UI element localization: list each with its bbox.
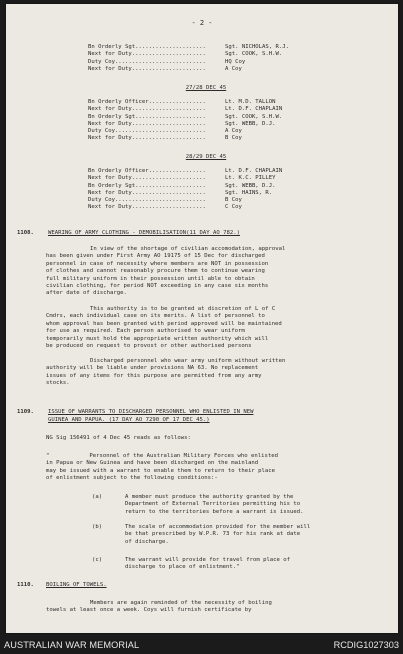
paragraph-1108-2: This authority is to be granted at discretion of L of C Cmdrs, each individual case on its merits. A list of personnel to whom approval has been granted with period approved will be maintained for use as required. Each person authorised to wear uniform temporarily must hold the appropriate written authority which will be produced on request to provost or other authorised persons [46,306,282,349]
footer-bar [0,635,403,654]
duty-row: Next for Duty...................... Sgt. WEBB, D.J. [88,120,276,127]
item-heading-1110: BOILING OF TOWELS. [46,582,107,588]
page-number: - 2 - [191,19,213,27]
duty-row: Next for Duty...................... B Coy [88,135,242,142]
item-number-1110: 1110. [17,582,34,588]
duty-row: Bn Orderly Officer................. Lt. M.D. TALLON [88,99,276,105]
duty-row: Next for Duty...................... Sgt. COOK, S.H.W. [88,51,283,58]
date-heading-27: 27/28 DEC 45 [185,85,227,91]
duty-roster-block-3 [88,168,282,212]
duty-row: Next for Duty...................... Lt. D.F. CHAPLAIN [88,106,283,113]
duty-row: Next for Duty...................... Lt. K.C. PILLEY [88,175,276,182]
duty-row: Bn Orderly Sgt..................... Sgt. NICHOLAS, R.J. [88,44,289,50]
duty-row: Bn Orderly Officer................. Lt. D.F. CHAPLAIN [88,168,283,174]
item-heading-1109-line1: ISSUE OF WARRANTS TO DISCHARGED PERSONNEL WHO ENLISTED IN NEW [48,409,254,415]
duty-row: Duty Coy........................... A Coy [88,128,242,135]
duty-row: Duty Coy........................... HQ Coy [88,58,246,65]
duty-roster-block-1 [88,44,289,73]
date-heading-28: 28/29 DEC 45 [185,154,227,160]
duty-row: Next for Duty...................... C Coy [88,204,242,211]
duty-row: Bn Orderly Sgt..................... Sgt. COOK, S.H.W. [88,113,283,120]
duty-row: Duty Coy........................... B Coy [88,197,242,204]
footer-record-id: RCDIG1027303 [333,640,399,650]
footer-source: AUSTRALIAN WAR MEMORIAL [4,640,140,650]
duty-roster-block-2 [88,99,282,143]
duty-row: Bn Orderly Sgt..................... Sgt. WEBB, D.J. [88,182,276,189]
item-heading-1108: WEARING OF ARMY CLOTHING - DEMOBILISATION(11 DAY AO 782.) [48,230,240,236]
condition-b: (b) The scale of accommodation provided for the member will be that prescribed by W.P.R. 73 for his rank at date of discharge. [92,524,311,545]
item-number-1109: 1109. [17,409,34,415]
item-number-1108: 1108. [17,230,34,236]
paragraph-1108-3: Discharged personnel who wear army uniform without written authority will be liable under provisions NA 63. No replacement issues of any items for this purpose are permitted from any army stocks. [46,358,286,387]
paragraph-1110: Members are again reminded of the necessity of boiling towels at least once a week. Coys will furnish certificate by [46,600,272,614]
condition-a: (a) A member must produce the authority granted by the Department of External Territories permitting his to return to the territories before a warrant is issued. [92,494,304,515]
paragraph-1109-intro: NG Sig 156491 of 4 Dec 45 reads as follows: [46,435,191,441]
document-page [6,4,398,633]
duty-row: Next for Duty...................... A Coy [88,65,242,72]
condition-c: (c) The warrant will provide for travel from place of discharge to place of enlistment." [92,557,291,571]
paragraph-1109-quote: " Personnel of the Australian Military Forces who enlisted in Papua or New Guinea and have been discharged on the mainland may be issued with a warrant to enable them to return to their place of enlistment subject to the following conditions:- [46,453,278,482]
item-heading-1109-line2: GUINEA AND PAPUA. (17 DAY AO 7290 OF 17 DEC 45.) [48,417,210,423]
duty-row: Next for Duty...................... Sgt. HAINS, R. [88,189,273,196]
paragraph-1108-1: In view of the shortage of civilian accomodation, approval has been given under First Army AO 19175 of 15 Dec for discharged personnel in case of necessity where members are NOT in possession of clothes and cannot reasonably procure them to continue wearing full military uniform in their possession until able to obtain civilian clothing, for period NOT exceeding in any case six months after date of discharge. [46,246,286,297]
